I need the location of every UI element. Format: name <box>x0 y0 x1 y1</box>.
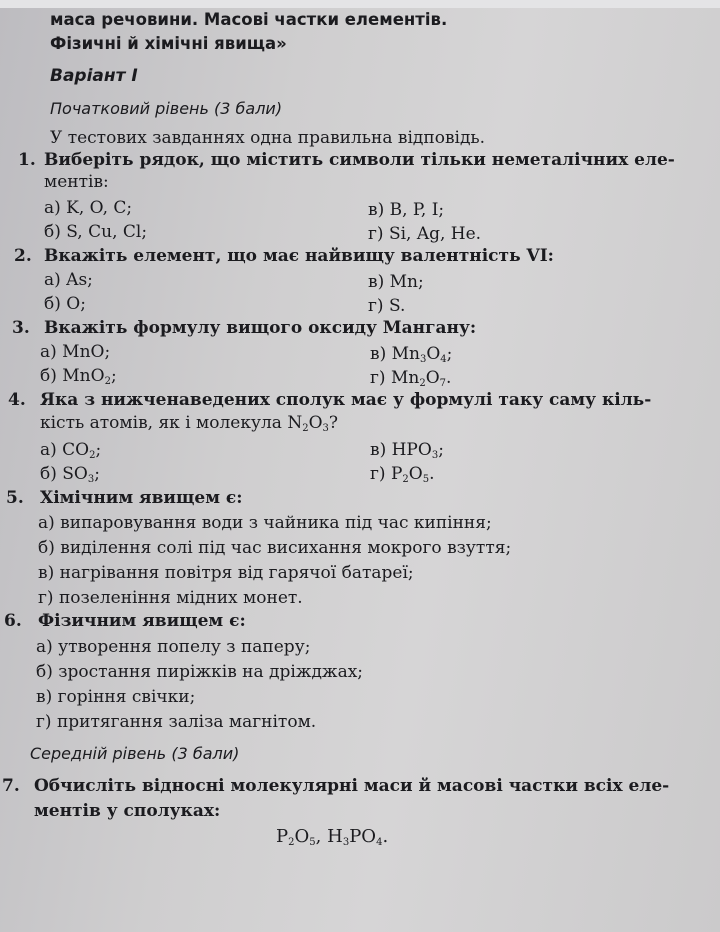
option-b: б) зростання пиріжків на дріжджах; <box>36 662 364 682</box>
option-v: в) нагрівання повітря від гарячої батареї; <box>38 563 414 583</box>
option-a: а) випаровування води з чайника під час кипіння; <box>38 513 492 533</box>
question-text: Фізичним явищем є: <box>38 611 246 631</box>
option-g: г) притягання заліза магнітом. <box>36 712 317 732</box>
option-g: г) $Mn_2O_7$. <box>370 368 452 389</box>
question-text: Вкажіть формулу вищого оксиду Мангану: <box>44 318 477 338</box>
question-number: 2. <box>14 246 32 266</box>
formula-line <box>276 826 388 847</box>
topic-title-line1: маса речовини. Масові частки елементів. <box>50 10 448 29</box>
option-g: г) позеленіння мідних монет. <box>38 588 303 608</box>
option-a: а) As; <box>44 270 93 290</box>
question-number: 3. <box>12 318 30 338</box>
formula-h3po4: $H_3PO_4$. <box>327 826 389 848</box>
page-top-edge <box>0 0 720 8</box>
option-v: в) B, P, I; <box>368 200 445 220</box>
option-g: г) S. <box>368 296 406 316</box>
question-number: 6. <box>4 611 22 631</box>
question-text-cont: ментів: <box>44 172 109 192</box>
level-medium-heading: Середній рівень (3 бали) <box>30 744 240 763</box>
option-v: в) $Mn_3O_4$; <box>370 344 453 365</box>
question-text: Виберіть рядок, що містить символи тільки неметалічних еле- <box>44 150 675 170</box>
question-text: Обчисліть відносні молекулярні маси й масові частки всіх еле- <box>34 776 670 796</box>
level-initial-heading: Початковий рівень (3 бали) <box>50 99 283 118</box>
question-number: 1. <box>18 150 36 170</box>
option-b: б) MnO$_2$; <box>40 366 117 387</box>
option-v: в) Mn; <box>368 272 424 292</box>
topic-title-line2: Фізичні й хімічні явища» <box>50 34 287 53</box>
option-a: а) K, O, C; <box>44 198 133 218</box>
question-number: 7. <box>2 776 20 796</box>
option-v: в) $HPO_3$; <box>370 440 444 461</box>
option-a: а) $CO_2$; <box>40 440 102 461</box>
option-g: г) $P_2O_5$. <box>370 464 435 485</box>
formula-p2o5: $P_2O_5$, <box>276 826 322 848</box>
question-text: Вкажіть елемент, що має найвищу валентність VI: <box>44 246 554 266</box>
question-text: Хімічним явищем є: <box>40 488 243 508</box>
instruction-text: У тестових завданнях одна правильна відповідь. <box>50 128 486 148</box>
option-v: в) горіння свічки; <box>36 687 196 707</box>
question-text: Яка з нижченаведених сполук має у формулі таку саму кіль- <box>40 390 652 410</box>
option-a: а) утворення попелу з паперу; <box>36 637 311 657</box>
option-g: г) Si, Ag, He. <box>368 224 482 244</box>
question-number: 4. <box>8 390 26 410</box>
question-number: 5. <box>6 488 24 508</box>
option-b: б) $SO_3$; <box>40 464 100 485</box>
option-b: б) S, Cu, Cl; <box>44 222 148 242</box>
variant-title: Варіант І <box>50 66 138 86</box>
question-text-cont: ментів у сполуках: <box>34 801 221 821</box>
option-b: б) O; <box>44 294 86 314</box>
option-a: а) MnO; <box>40 342 111 362</box>
option-b: б) виділення солі під час висихання мокрого взуття; <box>38 538 512 558</box>
question-text-cont: кість атомів, як і молекула $N_2O_3$? <box>40 413 339 434</box>
